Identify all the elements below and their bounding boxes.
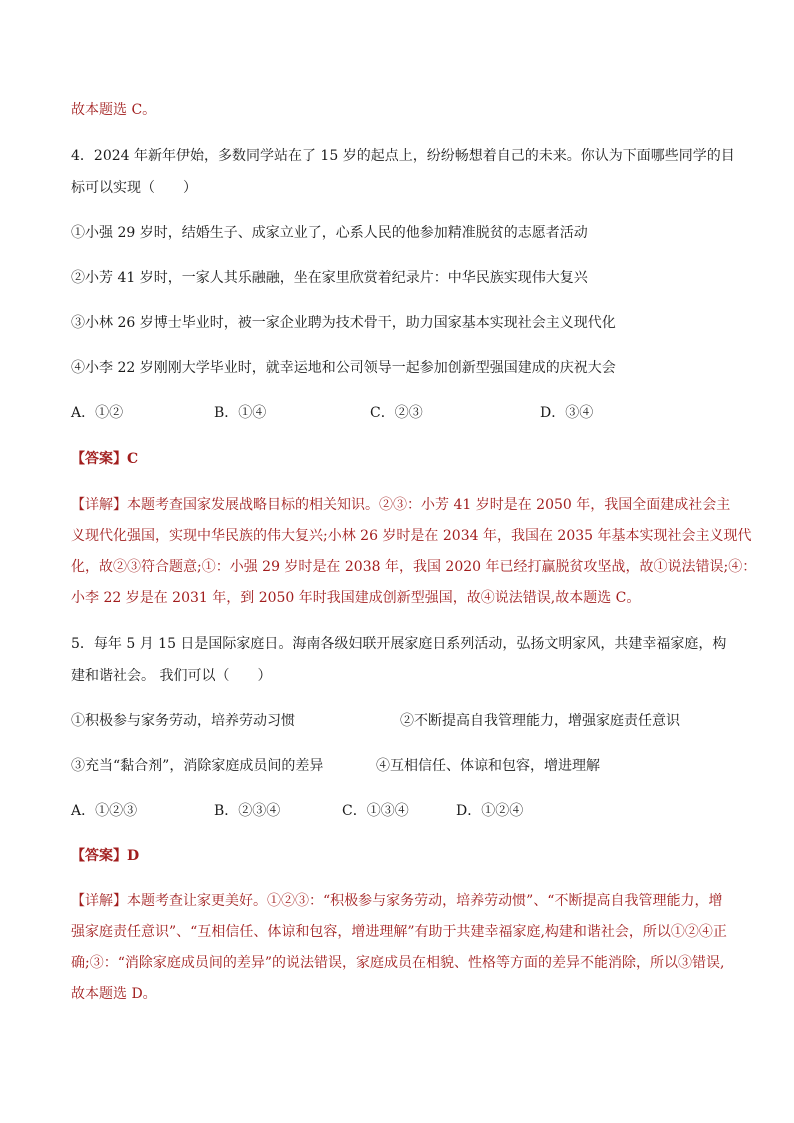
q5-stem-line1: 5．每年 5 月 15 日是国际家庭日。海南各级妇联开展家庭日系列活动，弘扬文明家风，共建幸福家庭，构 bbox=[71, 636, 727, 652]
prev-conclusion: 故本题选 C。 bbox=[71, 102, 157, 118]
q5-item-3: ③充当“黏合剂”，消除家庭成员间的差异 bbox=[71, 758, 324, 774]
q5-stem-line2: 建和谐社会。 我们可以（ ） bbox=[71, 668, 272, 684]
q5-item-2: ②不断提高自我管理能力，增强家庭责任意识 bbox=[400, 713, 680, 729]
q4-detail-line3: 化，故②③符合题意;①：小强 29 岁时是在 2038 年，我国 2020 年已经打赢脱贫攻坚战，故①说法错误;④： bbox=[71, 559, 757, 575]
q4-stem-line2: 标可以实现（ ） bbox=[71, 180, 197, 196]
q4-item-3: ③小林 26 岁博士毕业时，被一家企业聘为技术骨干，助力国家基本实现社会主义现代化 bbox=[71, 315, 616, 331]
q4-item-4: ④小李 22 岁刚刚大学毕业时，就幸运地和公司领导一起参加创新型强国建成的庆祝大会 bbox=[71, 360, 616, 376]
q5-option-b: B．②③④ bbox=[214, 803, 281, 819]
q4-answer: 【答案】C bbox=[71, 451, 139, 467]
q5-detail-line4: 故本题选 D。 bbox=[71, 986, 157, 1002]
q4-detail-line4: 小李 22 岁是在 2031 年，到 2050 年时我国建成创新型强国，故④说法错误,故本题选 C。 bbox=[71, 590, 641, 606]
q4-item-1: ①小强 29 岁时，结婚生子、成家立业了，心系人民的他参加精准脱贫的志愿者活动 bbox=[71, 225, 588, 241]
q4-option-b: B．①④ bbox=[214, 405, 267, 421]
q5-option-c: C．①③④ bbox=[342, 803, 409, 819]
q5-detail-line3: 确;③：“消除家庭成员间的差异”的说法错误，家庭成员在相貌、性格等方面的差异不能消除，所以③错误, bbox=[71, 955, 725, 971]
q5-detail-line2: 强家庭责任意识”、“互相信任、体谅和包容，增进理解”有助于共建幸福家庭,构建和谐社会，所以①②④正 bbox=[71, 924, 727, 940]
q4-option-a: A．①② bbox=[71, 405, 124, 421]
q4-option-c: C．②③ bbox=[370, 405, 423, 421]
q4-stem-line1: 4．2024 年新年伊始，多数同学站在了 15 岁的起点上，纷纷畅想着自己的未来。你认为下面哪些同学的目 bbox=[71, 148, 735, 164]
q5-option-d: D．①②④ bbox=[456, 803, 524, 819]
q5-option-a: A．①②③ bbox=[71, 803, 138, 819]
q4-option-d: D．③④ bbox=[540, 405, 594, 421]
q4-detail-line1: 【详解】本题考查国家发展战略目标的相关知识。②③：小芳 41 岁时是在 2050 年，我国全面建成社会主 bbox=[71, 497, 731, 513]
q5-detail-line1: 【详解】本题考查让家更美好。①②③：“积极参与家务劳动，培养劳动惯”、“不断提高自我管理能力，增 bbox=[71, 893, 723, 909]
q5-answer: 【答案】D bbox=[71, 848, 140, 864]
q4-item-2: ②小芳 41 岁时，一家人其乐融融，坐在家里欣赏着纪录片：中华民族实现伟大复兴 bbox=[71, 270, 588, 286]
q5-item-4: ④互相信任、体谅和包容，增进理解 bbox=[376, 758, 600, 774]
q5-item-1: ①积极参与家务劳动，培养劳动习惯 bbox=[71, 713, 295, 729]
q4-detail-line2: 义现代化强国，实现中华民族的伟大复兴;小林 26 岁时是在 2034 年，我国在 2035 年基本实现社会主义现代 bbox=[71, 528, 752, 544]
